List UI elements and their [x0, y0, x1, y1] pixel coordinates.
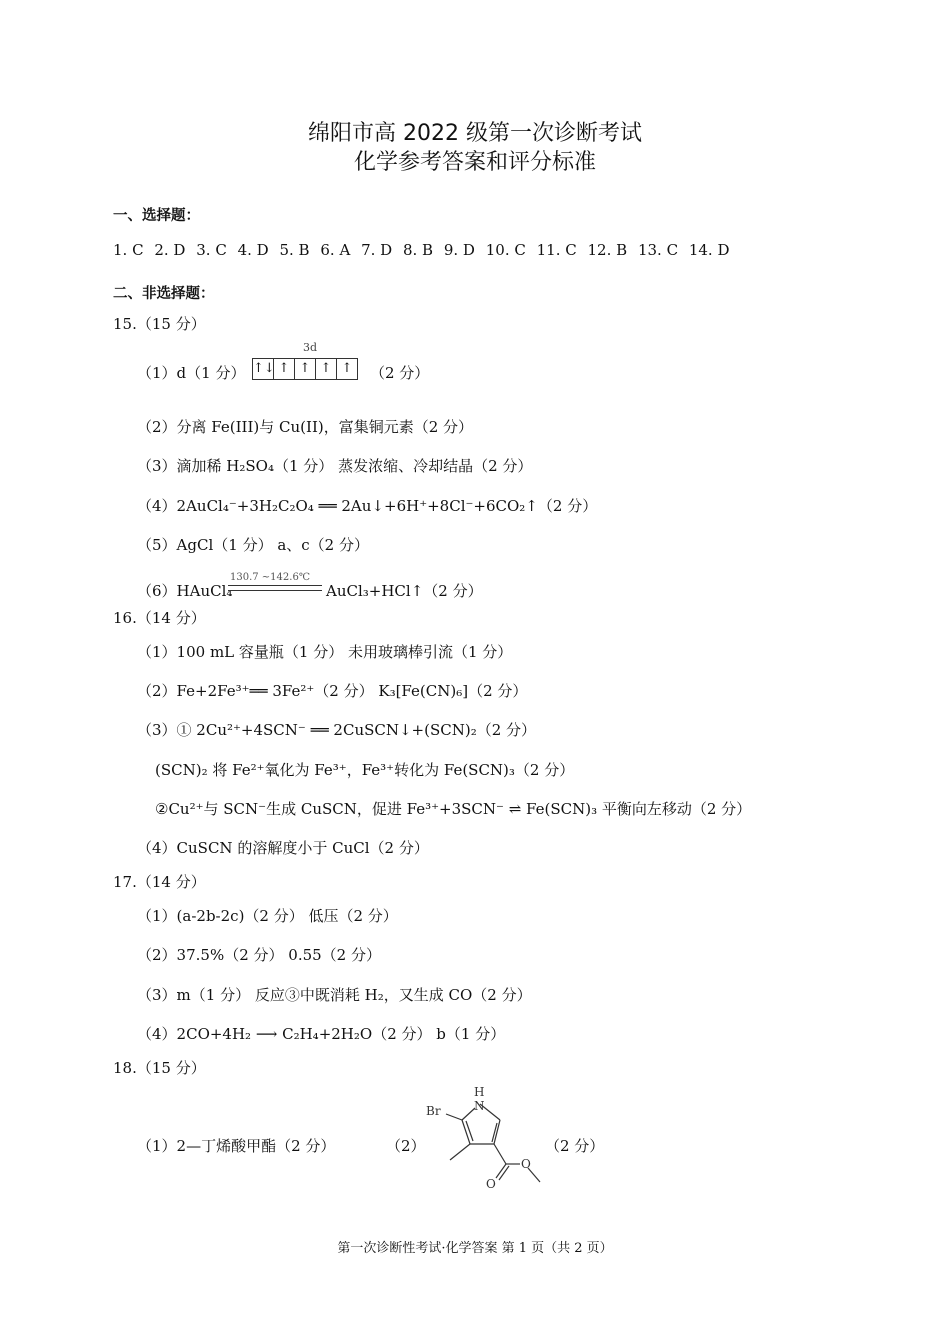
- page-footer: 第一次诊断性考试·化学答案 第 1 页（共 2 页）: [337, 1241, 613, 1256]
- mcq-answer: 8. B: [402, 241, 434, 259]
- q15-answer-5: （5）AgCl（1 分） a、c（2 分）: [137, 536, 369, 554]
- mcq-answer: 13. C: [637, 241, 679, 259]
- molecule-structure: [420, 1082, 550, 1192]
- mol-h: H: [474, 1085, 485, 1099]
- section-nonchoice-heading: 二、非选择题：: [113, 286, 215, 302]
- q16-answer-1: （1）100 mL 容量瓶（1 分） 未用玻璃棒引流（1 分）: [137, 643, 513, 661]
- mcq-answer: 14. D: [688, 241, 730, 259]
- mcq-answer: 3. C: [196, 241, 227, 259]
- q17-answer-3: （3）m（1 分） 反应③中既消耗 H₂，又生成 CO（2 分）: [137, 986, 532, 1004]
- reaction-arrow: [228, 585, 322, 591]
- mol-o-carbonyl: O: [486, 1177, 496, 1191]
- q15-answer-1-score: （2 分）: [370, 364, 430, 382]
- orbital-box: ↑: [274, 359, 295, 379]
- orbital-box: ↑: [295, 359, 316, 379]
- mol-br: Br: [426, 1104, 441, 1118]
- q18-answer-2-score: （2 分）: [545, 1137, 605, 1155]
- mcq-answers: [113, 241, 736, 259]
- page-title: 绵阳市高 2022 级第一次诊断考试: [308, 121, 642, 146]
- q18-answer-2-label: （2）: [386, 1137, 426, 1155]
- mcq-answer: 6. A: [320, 241, 351, 259]
- q16-answer-4: （4）CuSCN 的溶解度小于 CuCl（2 分）: [137, 839, 429, 857]
- orbital-diagram: [252, 358, 358, 380]
- orbital-box: ↑: [316, 359, 337, 379]
- q17-answer-2: （2）37.5%（2 分） 0.55（2 分）: [137, 946, 381, 964]
- q17-answer-1: （1）(a-2b-2c)（2 分） 低压（2 分）: [137, 907, 398, 925]
- reaction-condition: 130.7 ~142.6℃: [230, 572, 310, 583]
- q15-answer-6-products: AuCl₃+HCl↑（2 分）: [326, 582, 483, 600]
- mcq-answer: 4. D: [237, 241, 269, 259]
- q15-answer-4: （4）2AuCl₄⁻+3H₂C₂O₄ ══ 2Au↓+6H⁺+8Cl⁻+6CO₂↑（2 分）: [137, 497, 598, 515]
- q17-answer-4: （4）2CO+4H₂ ⟶ C₂H₄+2H₂O（2 分） b（1 分）: [137, 1025, 506, 1043]
- orbital-box: ↑↓: [253, 359, 274, 379]
- q15-answer-1: （1）d（1 分）: [137, 364, 246, 382]
- mcq-answer: 7. D: [361, 241, 393, 259]
- mcq-answer: 2. D: [154, 241, 186, 259]
- mcq-answer: 5. B: [279, 241, 310, 259]
- q16-heading: 16.（14 分）: [113, 609, 206, 627]
- q15-answer-6: （6）HAuCl₄: [137, 582, 233, 600]
- mcq-answer: 1. C: [113, 241, 144, 259]
- mcq-answer: 10. C: [485, 241, 526, 259]
- q18-answer-1: （1）2—丁烯酸甲酯（2 分）: [137, 1137, 336, 1155]
- q16-answer-3c: ②Cu²⁺与 SCN⁻生成 CuSCN，促进 Fe³⁺+3SCN⁻ ⇌ Fe(SCN)₃ 平衡向左移动（2 分）: [155, 800, 752, 818]
- mcq-answer: 9. D: [443, 241, 475, 259]
- q16-answer-3: （3）① 2Cu²⁺+4SCN⁻ ══ 2CuSCN↓+(SCN)₂（2 分）: [137, 721, 537, 739]
- mcq-answer: 12. B: [587, 241, 628, 259]
- mol-o-ester: O: [521, 1157, 531, 1171]
- q15-answer-3: （3）滴加稀 H₂SO₄（1 分） 蒸发浓缩、冷却结晶（2 分）: [137, 457, 533, 475]
- section-choice-heading: 一、选择题：: [113, 208, 200, 224]
- q15-heading: 15.（15 分）: [113, 315, 206, 333]
- q18-heading: 18.（15 分）: [113, 1059, 206, 1077]
- q16-answer-3b: (SCN)₂ 将 Fe²⁺氧化为 Fe³⁺，Fe³⁺转化为 Fe(SCN)₃（2 分）: [155, 761, 575, 779]
- orbital-label: 3d: [303, 341, 318, 354]
- q15-answer-2: （2）分离 Fe(III)与 Cu(II)，富集铜元素（2 分）: [137, 418, 474, 436]
- page-subtitle: 化学参考答案和评分标准: [353, 150, 596, 175]
- mol-n: N: [474, 1099, 485, 1113]
- orbital-box: ↑: [341, 361, 353, 376]
- q17-heading: 17.（14 分）: [113, 873, 206, 891]
- q16-answer-2: （2）Fe+2Fe³⁺══ 3Fe²⁺（2 分） K₃[Fe(CN)₆]（2 分）: [137, 682, 528, 700]
- mcq-answer: 11. C: [536, 241, 577, 259]
